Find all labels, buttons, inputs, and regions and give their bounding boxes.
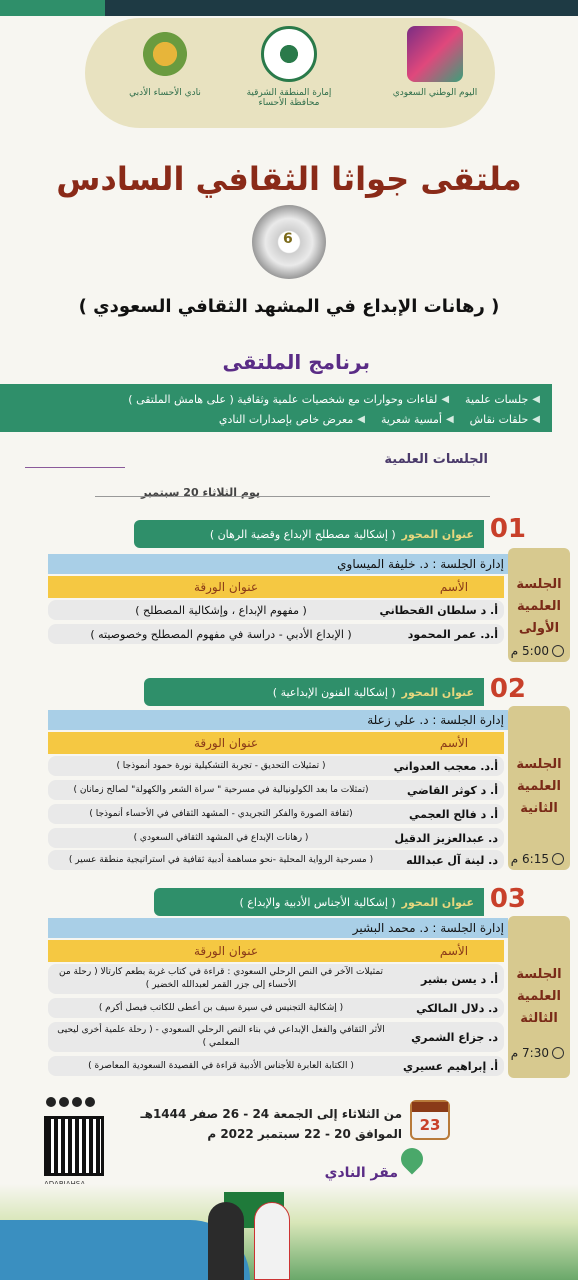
session-2 bbox=[0, 674, 578, 872]
event-dates bbox=[141, 1104, 402, 1144]
scientific-sessions-title: الجلسات العلمية bbox=[384, 452, 488, 467]
literary-club-logo bbox=[110, 26, 220, 126]
national-day-logo bbox=[380, 26, 490, 126]
paper-title: ( الكتابة العابرة للأجناس الأدبية قراءة في القصيدة السعودية المعاصرة ) bbox=[88, 1060, 354, 1071]
speaker-name: أ. د فالح العجمي bbox=[408, 807, 498, 821]
date-line-hijri: من الثلاثاء إلى الجمعة 24 - 26 صفر 1444هـ bbox=[140, 1107, 402, 1121]
chair-name: د. علي زعلة bbox=[367, 713, 429, 727]
axis-label: عنوان المحور bbox=[401, 895, 474, 909]
time-value: 7:30 م bbox=[510, 1046, 549, 1060]
activity-label: معرض خاص بإصدارات النادي bbox=[218, 412, 354, 426]
table-row bbox=[48, 964, 504, 994]
social-icons bbox=[46, 1097, 95, 1107]
activities-bar bbox=[0, 384, 552, 432]
national-day-icon bbox=[407, 26, 463, 82]
page-title: ملتقى جواثا الثقافي السادس bbox=[56, 160, 522, 198]
clock-icon bbox=[552, 645, 564, 657]
clock-icon bbox=[552, 1047, 564, 1059]
instagram-icon[interactable] bbox=[59, 1097, 69, 1107]
chevron-left-icon: ◀ bbox=[532, 413, 540, 425]
clock-icon bbox=[552, 853, 564, 865]
time-value: 6:15 م bbox=[510, 852, 549, 866]
paper-title: ( مفهوم الإبداع ، وإشكالية المصطلح ) bbox=[135, 603, 307, 617]
calendar-icon bbox=[410, 1100, 450, 1140]
location-pin-icon[interactable] bbox=[396, 1143, 427, 1174]
axis-label: عنوان المحور bbox=[401, 527, 474, 541]
session-axis bbox=[154, 888, 484, 916]
emirate-logo bbox=[234, 26, 344, 126]
activity-label: حلقات نقاش bbox=[469, 412, 529, 426]
session-axis bbox=[134, 520, 484, 548]
activity-label: جلسات علمية bbox=[465, 392, 529, 406]
table-row bbox=[48, 1022, 504, 1052]
chevron-left-icon: ◀ bbox=[441, 393, 450, 405]
time-value: 5:00 م bbox=[510, 644, 549, 658]
palm-book-icon bbox=[137, 26, 193, 82]
footer-illustration bbox=[0, 1184, 578, 1280]
speaker-name: أ.د. عمر المحمود bbox=[407, 627, 498, 641]
chevron-left-icon: ◀ bbox=[532, 393, 540, 405]
top-bar-accent bbox=[0, 0, 105, 16]
activity-item bbox=[465, 393, 540, 406]
axis-label: عنوان المحور bbox=[401, 685, 474, 699]
table-row bbox=[48, 850, 504, 870]
page-subtitle: ( رهانات الإبداع في المشهد الثقافي السعودي ) bbox=[78, 296, 500, 317]
table-row bbox=[48, 624, 504, 644]
session-number: 03 bbox=[489, 884, 526, 914]
side-word: العلمية bbox=[517, 599, 561, 614]
chair-label: إدارة الجلسة : bbox=[432, 713, 504, 727]
speaker-name: د. لينة آل عبدالله bbox=[406, 853, 498, 867]
chair-name: د. خليفة الميساوي bbox=[337, 557, 429, 571]
axis-title: ( إشكالية الفنون الإبداعية ) bbox=[272, 685, 396, 699]
axis-title: ( إشكالية الأجناس الأدبية والإبداع ) bbox=[239, 895, 396, 909]
speaker-name: أ. د يسن بشير bbox=[421, 972, 498, 986]
day-label: يوم الثلاثاء 20 سبتمبر bbox=[140, 486, 260, 499]
speaker-name: أ. د كوثر القاضي bbox=[406, 783, 498, 797]
chevron-left-icon: ◀ bbox=[357, 413, 365, 425]
axis-title: ( إشكالية مصطلح الإبداع وقضية الرهان ) bbox=[209, 527, 396, 541]
session-chair bbox=[48, 710, 508, 730]
session-time bbox=[511, 1046, 564, 1060]
session-chair bbox=[48, 918, 508, 938]
chevron-left-icon: ◀ bbox=[445, 413, 454, 425]
name-header: الأسم bbox=[439, 580, 469, 594]
activity-label: لقاءات وحوارات مع شخصيات علمية وثقافية ( على هامش الملتقى ) bbox=[128, 392, 438, 406]
session-chair bbox=[48, 554, 508, 574]
speaker-name: أ.د. معجب العدواني bbox=[393, 759, 498, 773]
session-side-label bbox=[508, 706, 570, 870]
table-row bbox=[48, 804, 504, 824]
paper-title: الأثر الثقافي والفعل الإبداعي في بناء النص الرحلي السعودي - ( رحلة علمية أخرى ليحيى المعلمي ) bbox=[57, 1025, 385, 1048]
activity-item bbox=[381, 413, 454, 426]
side-word: العلمية bbox=[517, 989, 561, 1004]
speaker-name: أ. د سلطان القحطاني bbox=[379, 603, 498, 617]
session-axis bbox=[144, 678, 484, 706]
side-word: العلمية bbox=[517, 779, 561, 794]
activities-row-2 bbox=[20, 409, 540, 429]
activity-item bbox=[219, 413, 365, 426]
side-word: الجلسة bbox=[516, 577, 562, 592]
side-word: الثالثة bbox=[520, 1011, 558, 1026]
snapchat-icon[interactable] bbox=[46, 1097, 56, 1107]
emirate-emblem-icon bbox=[261, 26, 317, 82]
paper-title: تمثيلات الآخر في النص الرحلي السعودي : قراءة في كتاب غربة بطعم كارتالا ( رحلة من الأحساء إلى جزر القمر لعبدالله الخضير ) bbox=[58, 967, 384, 990]
emirate-sub: محافظة الأحساء bbox=[258, 98, 320, 108]
side-word: الثانية bbox=[520, 801, 558, 816]
chair-name: د. محمد البشير bbox=[352, 921, 429, 935]
table-row bbox=[48, 1056, 504, 1076]
speaker-name: أ. إبراهيم عسيري bbox=[403, 1059, 498, 1073]
paper-title: ( الإبداع الأدبي - دراسة في مفهوم المصطلح وخصوصيته ) bbox=[90, 627, 352, 641]
literary-club-name: نادي الأحساء الأدبي bbox=[129, 88, 201, 98]
venue-link[interactable]: مقر النادي bbox=[324, 1165, 398, 1181]
divider bbox=[25, 467, 125, 468]
table-header bbox=[48, 940, 504, 962]
name-header: الأسم bbox=[439, 736, 469, 750]
side-word: الأولى bbox=[518, 621, 560, 636]
session-time bbox=[511, 644, 564, 658]
speaker-name: د. دلال المالكي bbox=[416, 1001, 498, 1015]
emblem-number: 6 bbox=[283, 231, 293, 247]
national-day-name: اليوم الوطني السعودي bbox=[392, 88, 478, 98]
table-row bbox=[48, 600, 504, 620]
person-figure bbox=[254, 1202, 290, 1280]
table-row bbox=[48, 756, 504, 776]
paper-title: (ثقافة الصورة والفكر التجريدي - المشهد الثقافي في الأحساء أنموذجا ) bbox=[89, 808, 353, 819]
activity-item bbox=[128, 393, 449, 406]
speaker-name: د. عبدالعزيز الدقيل bbox=[394, 831, 498, 845]
session-1 bbox=[0, 514, 578, 664]
session-time bbox=[511, 852, 564, 866]
session-number: 01 bbox=[489, 514, 526, 544]
program-title: برنامج الملتقى bbox=[222, 350, 370, 374]
chair-label: إدارة الجلسة : bbox=[432, 921, 504, 935]
qr-code[interactable] bbox=[44, 1116, 104, 1176]
paper-header: عنوان الورقة bbox=[193, 736, 259, 750]
table-header bbox=[48, 732, 504, 754]
paper-header: عنوان الورقة bbox=[193, 944, 259, 958]
session-3 bbox=[0, 884, 578, 1080]
paper-title: ( إشكالية التجنيس في سيرة سيف بن أعطى للكاتب فيصل أكرم ) bbox=[98, 1002, 344, 1013]
paper-header: عنوان الورقة bbox=[193, 580, 259, 594]
activity-label: أمسية شعرية bbox=[380, 412, 442, 426]
divider bbox=[95, 496, 490, 497]
chair-label: إدارة الجلسة : bbox=[432, 557, 504, 571]
side-word: الجلسة bbox=[516, 757, 562, 772]
paper-title: ( رهانات الإبداع في المشهد الثقافي السعودي ) bbox=[133, 832, 309, 843]
paper-title: ( مسرحية الرواية المحلية -نحو مساهمة أدبية ثقافية في استراتيجية منطقة عسير ) bbox=[68, 854, 374, 865]
emirate-name: إمارة المنطقة الشرقية bbox=[246, 88, 332, 98]
name-header: الأسم bbox=[439, 944, 469, 958]
person-figure bbox=[208, 1202, 244, 1280]
speaker-name: د. جزاع الشمري bbox=[411, 1030, 498, 1044]
session-number: 02 bbox=[489, 674, 526, 704]
activities-row-1 bbox=[20, 389, 540, 409]
table-row bbox=[48, 780, 504, 800]
youtube-icon[interactable] bbox=[72, 1097, 82, 1107]
paper-title: ( تمثيلات التحديق - تجربة التشكيلية نورة حمود أنموذجا ) bbox=[116, 760, 326, 771]
paper-title: (تمثلات ما بعد الكولونيالية في مسرحية " سراة الشعر والكهولة" لصالح زمانان ) bbox=[73, 784, 369, 795]
table-header bbox=[48, 576, 504, 598]
side-word: الجلسة bbox=[516, 967, 562, 982]
calendar-day: 23 bbox=[419, 1116, 441, 1134]
table-row bbox=[48, 828, 504, 848]
table-row bbox=[48, 998, 504, 1018]
twitter-icon[interactable] bbox=[85, 1097, 95, 1107]
activity-item bbox=[470, 413, 540, 426]
forum-emblem-icon bbox=[252, 205, 326, 279]
date-line-gregorian: الموافق 20 - 22 سبتمبر 2022 م bbox=[207, 1127, 402, 1141]
top-bar bbox=[0, 0, 578, 16]
